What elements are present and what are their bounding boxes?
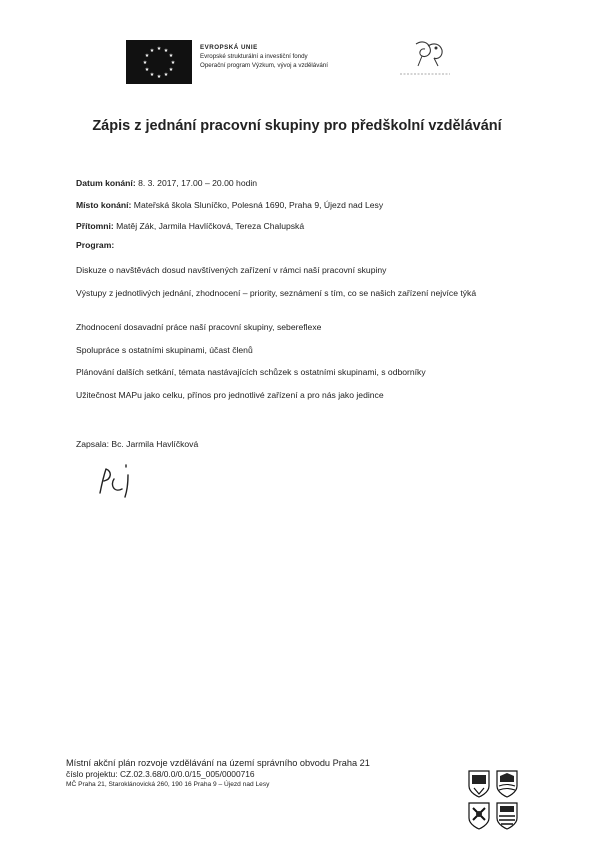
svg-text:★: ★ [163,72,169,78]
ministry-emblem-icon [392,38,458,82]
eu-line-1: EVROPSKÁ UNIE [200,44,258,51]
svg-text:★: ★ [144,53,150,59]
eu-stars-icon [126,40,192,84]
svg-text:★: ★ [170,60,176,66]
eu-line-3: Operační program Výzkum, vývoj a vzdělávání [200,62,328,69]
municipal-crest-icon [496,770,518,798]
msmt-logo [392,38,458,82]
program-item: Plánování dalších setkání, témata nastávajících schůzek s ostatními skupinami, s odborníky [76,367,426,377]
program-item: Zhodnocení dosavadní práce naší pracovní skupiny, sebereflexe [76,322,322,332]
svg-text:★: ★ [149,72,155,78]
program-item: Spolupráce s ostatními skupinami, účast členů [76,345,253,355]
place-value: Mateřská škola Sluníčko, Polesná 1690, Praha 9, Újezd nad Lesy [133,200,384,210]
place-label: Místo konání: [76,200,132,210]
footer-address: MČ Praha 21, Staroklánovická 260, 190 16 Praha 9 – Újezd nad Lesy [66,781,270,788]
eu-program-text [200,43,328,70]
date-value: 8. 3. 2017, 17.00 – 20.00 hodin [138,178,258,188]
program-item: Výstupy z jednotlivých jednání, zhodnocení – priority, seznámení s tím, co se našich zařízení nejvíce týká [76,288,477,298]
svg-text:★: ★ [168,67,174,73]
eu-flag-logo [126,40,192,84]
svg-text:★: ★ [163,48,169,54]
meeting-date-line [76,178,257,188]
municipal-crest-icon [496,802,518,830]
date-label: Datum konání: [76,178,136,188]
program-item: Užitečnost MAPu jako celku, přínos pro jednotlivé zařízení a pro nás jako jedince [76,390,384,400]
page-title: Zápis z jednání pracovní skupiny pro předškolní vzdělávání [92,118,502,134]
present-label: Přítomni: [76,221,114,231]
recorded-by: Zapsala: Bc. Jarmila Havlíčková [76,439,199,449]
present-value: Matěj Zák, Jarmila Havlíčková, Tereza Chalupská [116,221,305,231]
svg-text:★: ★ [142,60,148,66]
svg-text:★: ★ [149,48,155,54]
footer-project-name: Místní akční plán rozvoje vzdělávání na území správního obvodu Praha 21 [66,758,370,768]
attendees-line [76,221,304,231]
meeting-place-line [76,200,383,210]
handwritten-signature [92,455,152,501]
program-item: Diskuze o navštěvách dosud navštívených zařízení v rámci naší pracovní skupiny [76,265,387,275]
municipal-crest-icon [468,802,490,830]
project-footer [66,758,370,790]
svg-text:★: ★ [168,53,174,59]
program-label: Program: [76,240,115,250]
municipal-crest-icon [468,770,490,798]
footer-project-number: číslo projektu: CZ.02.3.68/0.0/0.0/15_005/0000716 [66,769,255,779]
svg-text:★: ★ [144,67,150,73]
eu-line-2: Evropské strukturální a investiční fondy [200,53,308,60]
svg-text:★: ★ [156,46,162,52]
svg-text:★: ★ [156,74,162,80]
